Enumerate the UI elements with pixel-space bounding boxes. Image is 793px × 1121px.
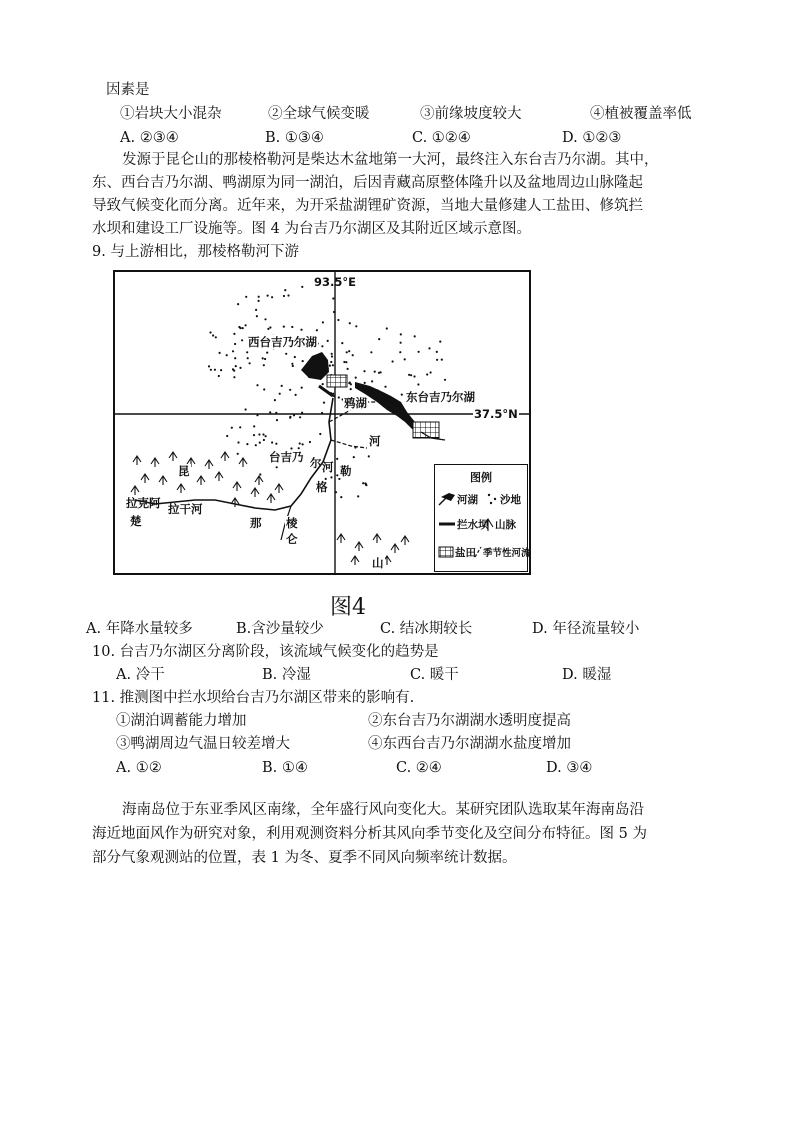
sand-dot bbox=[274, 399, 276, 401]
q8-option-c[interactable]: C. ①②④ bbox=[412, 130, 471, 146]
sand-dot bbox=[299, 416, 301, 418]
lun-label: 仑 bbox=[286, 532, 298, 546]
q11-option-c[interactable]: C. ②④ bbox=[396, 760, 442, 776]
q8-factor-4: ④植被覆盖率低 bbox=[590, 106, 692, 122]
na-label: 那 bbox=[250, 516, 262, 530]
sand-dot bbox=[428, 347, 430, 349]
sand-dot bbox=[345, 361, 347, 363]
sand-dot bbox=[281, 385, 283, 387]
sand-dot bbox=[258, 433, 260, 435]
sand-dot bbox=[362, 482, 364, 484]
sand-dot bbox=[327, 340, 329, 342]
sand-dot bbox=[413, 375, 415, 377]
sand-dot bbox=[239, 426, 241, 428]
sand-dot bbox=[410, 374, 412, 376]
q11-option-b[interactable]: B. ①④ bbox=[262, 760, 308, 776]
sand-dot bbox=[220, 369, 222, 371]
sand-dot bbox=[302, 360, 304, 362]
sand-dot bbox=[322, 383, 324, 385]
sand-dot bbox=[294, 356, 296, 358]
sand-dot bbox=[267, 328, 269, 330]
sand-dot bbox=[338, 396, 340, 398]
chu-label: 楚 bbox=[130, 514, 142, 528]
sand-dot bbox=[301, 286, 303, 288]
sand-dot bbox=[232, 350, 234, 352]
sand-dot bbox=[302, 443, 304, 445]
q8-factor-1: ①岩块大小混杂 bbox=[120, 106, 222, 122]
sand-dot bbox=[436, 359, 438, 361]
kun-label: 昆 bbox=[178, 464, 190, 478]
mountain-symbol bbox=[401, 536, 409, 545]
sand-dot bbox=[284, 289, 286, 291]
q9-option-b[interactable]: B.含沙量较少 bbox=[236, 621, 324, 637]
sand-dot bbox=[276, 419, 278, 421]
sand-dot bbox=[271, 441, 273, 443]
sand-dot bbox=[332, 364, 334, 366]
q11-item-3: ③鸭湖周边气温日较差增大 bbox=[116, 736, 290, 752]
sand-dot bbox=[336, 458, 338, 460]
sand-dot bbox=[214, 369, 216, 371]
salt-field-west bbox=[327, 375, 347, 387]
sand-dot bbox=[234, 357, 236, 359]
sand-dot bbox=[340, 496, 342, 498]
sand-dot bbox=[210, 369, 212, 371]
longitude-label: 93.5°E bbox=[314, 275, 356, 289]
sand-dot bbox=[299, 442, 301, 444]
sand-dot bbox=[237, 303, 239, 305]
sand-dot bbox=[262, 357, 264, 359]
sand-dot bbox=[378, 372, 380, 374]
figure-4-map bbox=[113, 270, 531, 575]
west-lake-label: 西台吉乃尔湖 bbox=[248, 335, 317, 349]
sand-dot bbox=[265, 435, 267, 437]
mountain-symbol bbox=[131, 486, 139, 495]
sand-dot bbox=[348, 350, 350, 352]
sand-dot bbox=[430, 371, 432, 373]
sand-dot bbox=[242, 327, 244, 329]
leng-label: 棱 bbox=[286, 516, 298, 530]
sand-dot bbox=[259, 473, 261, 475]
latitude-label: 37.5°N bbox=[474, 407, 518, 421]
sand-dot bbox=[323, 402, 325, 404]
mountain-symbol bbox=[205, 460, 213, 469]
sand-dot bbox=[279, 393, 281, 395]
passage1-line-4: 水坝和建设工厂设施等。图 4 为台吉乃尔湖区及其附近区域示意图。 bbox=[92, 221, 531, 237]
sand-dot bbox=[349, 382, 351, 384]
mountain-symbol bbox=[231, 498, 239, 507]
sand-dot bbox=[234, 343, 236, 345]
sand-dot bbox=[418, 351, 420, 353]
sand-dot bbox=[322, 321, 324, 323]
river-he-label: 河 bbox=[369, 434, 381, 448]
legend-sand: 沙地 bbox=[500, 494, 521, 506]
sand-dot bbox=[287, 294, 289, 296]
sand-dot bbox=[331, 355, 333, 357]
sand-dot bbox=[238, 326, 240, 328]
sand-dot bbox=[353, 456, 355, 458]
legend-lake-river: 河湖 bbox=[457, 494, 478, 506]
passage1-line-2: 东、西台吉乃尔湖、鸭湖原为同一湖泊，后因青藏高原整体隆升以及盆地周边山脉隆起 bbox=[92, 175, 643, 191]
q11-option-a[interactable]: A. ①② bbox=[116, 760, 162, 776]
sand-dot bbox=[374, 371, 376, 373]
sand-dot bbox=[444, 379, 446, 381]
sand-dot bbox=[263, 439, 265, 441]
sand-dot bbox=[256, 384, 258, 386]
mountain-symbol bbox=[197, 476, 205, 485]
sand-dot bbox=[400, 333, 402, 335]
mountain-symbol bbox=[351, 556, 359, 565]
sand-dot bbox=[352, 354, 354, 356]
sand-dot bbox=[292, 365, 294, 367]
sand-dot bbox=[426, 373, 428, 375]
sand-dot bbox=[262, 433, 264, 435]
sand-dot bbox=[298, 447, 300, 449]
mountain-symbol bbox=[141, 474, 149, 483]
sand-dot bbox=[267, 295, 269, 297]
mountain-symbol bbox=[373, 534, 381, 543]
sand-dot bbox=[357, 495, 359, 497]
sand-dot bbox=[309, 441, 311, 443]
q11-item-2: ②东台吉乃尔湖湖水透明度提高 bbox=[368, 713, 571, 729]
sand-dot bbox=[378, 338, 380, 340]
legend-seasonal-river: 季节性河流 bbox=[483, 548, 531, 559]
mountain-symbol bbox=[337, 534, 345, 543]
sand-dot bbox=[289, 416, 291, 418]
sand-dot bbox=[258, 300, 260, 302]
sand-dot bbox=[355, 325, 357, 327]
sand-dot bbox=[332, 297, 334, 299]
question-11-stem: 11. 推测图中拦水坝给台吉乃尔湖区带来的影响有. bbox=[92, 690, 415, 706]
q9-option-c[interactable]: C. 结冰期较长 bbox=[380, 621, 473, 637]
legend-title: 图例 bbox=[470, 471, 492, 484]
mountain-symbol bbox=[151, 458, 159, 467]
sand-dot bbox=[259, 442, 261, 444]
sand-dot bbox=[241, 339, 243, 341]
lagan-river-label: 拉干河 bbox=[168, 502, 203, 516]
sand-dot bbox=[330, 476, 332, 478]
sand-dot bbox=[249, 362, 251, 364]
figure-4-caption: 图4 bbox=[330, 595, 366, 620]
mountain-symbol bbox=[159, 476, 167, 485]
sand-dot bbox=[384, 386, 386, 388]
q10-option-b[interactable]: B. 冷湿 bbox=[262, 667, 311, 683]
sand-dot bbox=[245, 324, 247, 326]
sand-dot bbox=[283, 295, 285, 297]
sand-dot bbox=[245, 296, 247, 298]
sand-dot bbox=[269, 411, 271, 413]
sand-dot bbox=[401, 394, 403, 396]
mountain-symbol bbox=[239, 458, 247, 467]
mountain-symbol bbox=[355, 542, 363, 551]
mountain-symbol bbox=[215, 472, 223, 481]
sand-dot bbox=[246, 443, 248, 445]
sand-dot bbox=[300, 329, 302, 331]
mountain-symbol bbox=[275, 484, 283, 493]
question-10-stem: 10. 台吉乃尔湖区分离阶段，该流域气候变化的趋势是 bbox=[92, 644, 439, 660]
sand-dot bbox=[253, 425, 255, 427]
sand-dot bbox=[283, 326, 285, 328]
q11-item-4: ④东西台吉乃尔湖湖水盐度增加 bbox=[368, 736, 571, 752]
sand-dot bbox=[301, 387, 303, 389]
sand-dot bbox=[392, 360, 394, 362]
sand-dot bbox=[253, 434, 255, 436]
sand-dot bbox=[208, 365, 210, 367]
taiji-label: 台吉乃 bbox=[269, 450, 304, 464]
sand-dot bbox=[237, 453, 239, 455]
sand-dot bbox=[338, 478, 340, 480]
sand-dot bbox=[368, 455, 370, 457]
sand-dot bbox=[439, 341, 441, 343]
sand-dot bbox=[337, 319, 339, 321]
map-legend bbox=[434, 464, 531, 572]
sand-dot bbox=[235, 365, 237, 367]
sand-dot bbox=[231, 427, 233, 429]
passage1-line-1: 发源于昆仑山的那棱格勒河是柴达木盆地第一大河，最终注入东台吉乃尔湖。其中， bbox=[122, 152, 659, 168]
sand-dot bbox=[209, 331, 211, 333]
sand-dot bbox=[233, 333, 235, 335]
sand-dot bbox=[247, 357, 249, 359]
sand-dot bbox=[441, 359, 443, 361]
sand-dot bbox=[347, 368, 349, 370]
river-label-2: 河 bbox=[322, 460, 334, 474]
legend-salt-field: 盐田 bbox=[455, 547, 476, 559]
passage1-line-3: 导致气候变化而分离。近年来，为开采盐湖锂矿资源，当地大量修建人工盐田、修筑拦 bbox=[92, 198, 643, 214]
q9-option-d[interactable]: D. 年径流量较小 bbox=[532, 621, 640, 637]
question-9-stem: 9. 与上游相比，那棱格勒河下游 bbox=[92, 244, 299, 260]
sand-dot bbox=[316, 329, 318, 331]
sand-dot bbox=[255, 309, 257, 311]
q11-item-1: ①湖泊调蓄能力增加 bbox=[116, 713, 247, 729]
passage2-line-2: 海近地面风作为研究对象，利用观测资料分析其风向季节变化及空间分布特征。图 5 为 bbox=[92, 826, 647, 842]
sand-dot bbox=[219, 352, 221, 354]
lake-a-label: 拉克阿 bbox=[126, 496, 161, 510]
mountain-symbol bbox=[251, 488, 259, 497]
mountain-symbol bbox=[221, 452, 229, 461]
legend-mountain: 山脉 bbox=[495, 519, 516, 531]
mountain-symbol bbox=[255, 476, 263, 485]
sand-dot bbox=[355, 377, 357, 379]
sand-dot bbox=[263, 388, 265, 390]
mountain-symbol bbox=[133, 456, 141, 465]
sand-dot bbox=[256, 315, 258, 317]
sand-dot bbox=[258, 296, 260, 298]
sand-dot bbox=[291, 363, 293, 365]
sand-dot bbox=[263, 364, 265, 366]
sand-dot bbox=[239, 367, 241, 369]
ge-label: 格 bbox=[316, 480, 328, 494]
sand-dot bbox=[399, 351, 401, 353]
sand-dot bbox=[331, 353, 333, 355]
sand-dot bbox=[226, 354, 228, 356]
mountain-symbol bbox=[267, 494, 275, 503]
sand-dot bbox=[264, 318, 266, 320]
sand-dot bbox=[343, 361, 345, 363]
sand-dot bbox=[255, 444, 257, 446]
passage2-line-1: 海南岛位于东亚季风区南缘，全年盛行风向变化大。某研究团队选取某年海南岛沿 bbox=[122, 802, 644, 818]
sand-dot bbox=[233, 376, 235, 378]
sand-dot bbox=[264, 358, 266, 360]
sand-dot bbox=[212, 334, 214, 336]
sand-dot bbox=[408, 374, 410, 376]
shan-label: 山 bbox=[372, 556, 384, 570]
sand-dot bbox=[329, 365, 331, 367]
q8-factor-2: ②全球气候变暖 bbox=[268, 106, 370, 122]
sand-dot bbox=[266, 352, 268, 354]
sand-dot bbox=[436, 351, 438, 353]
sand-dot bbox=[226, 435, 228, 437]
sand-dot bbox=[233, 370, 235, 372]
sand-dot bbox=[341, 342, 343, 344]
sand-dot bbox=[386, 327, 388, 329]
mountain-symbol bbox=[169, 452, 177, 461]
sand-dot bbox=[321, 345, 323, 347]
sand-dot bbox=[215, 336, 217, 338]
sand-dot bbox=[218, 375, 220, 377]
sand-dot bbox=[330, 361, 332, 363]
question-8-stem-end: 因素是 bbox=[106, 82, 150, 98]
sand-dot bbox=[400, 342, 402, 344]
sand-dot bbox=[404, 358, 406, 360]
er-label: 尔 bbox=[310, 456, 322, 470]
sand-dot bbox=[363, 370, 365, 372]
sand-dot bbox=[349, 322, 351, 324]
sand-dot bbox=[346, 351, 348, 353]
q8-option-a[interactable]: A. ②③④ bbox=[120, 130, 179, 146]
sand-dot bbox=[276, 466, 278, 468]
q10-option-c[interactable]: C. 暖干 bbox=[410, 667, 459, 683]
sand-dot bbox=[370, 351, 372, 353]
west-lake-shape bbox=[301, 352, 329, 380]
sand-dot bbox=[291, 326, 293, 328]
sand-dot bbox=[319, 433, 321, 435]
east-lake-label: 东台吉乃尔湖 bbox=[406, 390, 475, 404]
sand-dot bbox=[246, 351, 248, 353]
le-label: 勒 bbox=[340, 464, 352, 478]
sand-dot bbox=[295, 394, 297, 396]
mountain-symbol bbox=[233, 482, 241, 491]
sand-dot bbox=[365, 483, 367, 485]
q11-option-d[interactable]: D. ③④ bbox=[546, 760, 593, 776]
mountain-symbol bbox=[177, 484, 185, 493]
sand-dot bbox=[237, 441, 239, 443]
passage2-line-3: 部分气象观测站的位置，表 1 为冬、夏季不同风向频率统计数据。 bbox=[92, 850, 517, 866]
sand-dot bbox=[371, 380, 373, 382]
sand-dot bbox=[289, 389, 291, 391]
sand-dot bbox=[269, 326, 271, 328]
legend-dam: 拦水坝 bbox=[457, 519, 489, 531]
sand-dot bbox=[271, 296, 273, 298]
mountain-symbol bbox=[391, 544, 399, 553]
sand-dot bbox=[414, 335, 416, 337]
q9-option-a[interactable]: A. 年降水量较多 bbox=[86, 621, 193, 637]
sand-dot bbox=[364, 382, 366, 384]
sand-dot bbox=[275, 443, 277, 445]
sand-dot bbox=[285, 353, 287, 355]
q10-option-d[interactable]: D. 暖湿 bbox=[562, 667, 612, 683]
q8-option-b[interactable]: B. ①③④ bbox=[265, 130, 324, 146]
q8-factor-3: ③前缘坡度较大 bbox=[420, 106, 522, 122]
sand-dot bbox=[350, 388, 352, 390]
sand-dot bbox=[417, 383, 419, 385]
q10-option-a[interactable]: A. 冷干 bbox=[116, 667, 165, 683]
duck-lake-label: 鸦湖 bbox=[344, 396, 367, 410]
sand-dot bbox=[245, 408, 247, 410]
q8-option-d[interactable]: D. ①②③ bbox=[562, 130, 622, 146]
